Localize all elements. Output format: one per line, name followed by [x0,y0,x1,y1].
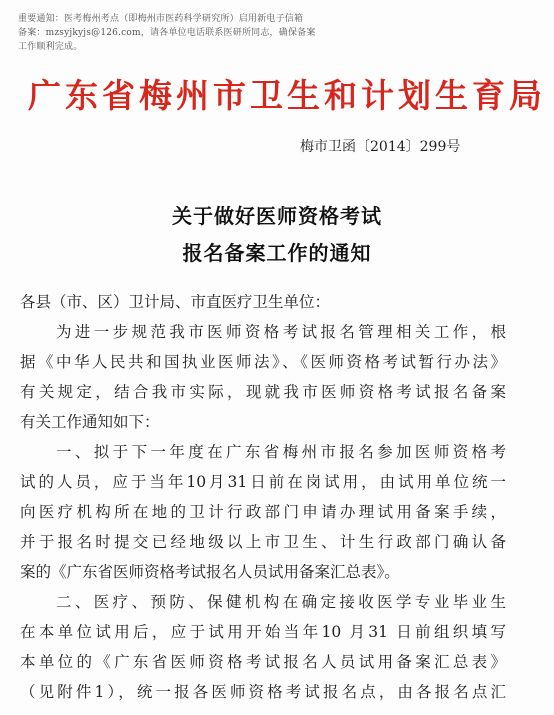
document-body [20,287,506,707]
body-line: 向医疗机构所在地的卫计行政部门申请办理试用备案手续， [20,503,506,521]
body-line: 在本单位试用后，应于试用开始当年10 月31 日前组织填写 [20,623,506,641]
document-number: 梅市卫函〔2014〕299号 [300,139,461,155]
email-notice [18,12,458,54]
body-line: 一、拟于下一年度在广东省梅州市报名参加医师资格考 [56,443,506,461]
body-line: 为进一步规范我市医师资格考试报名管理相关工作，根 [56,323,506,341]
body-line: 据《中华人民共和国执业医师法》、《医师资格考试暂行办法》 [20,353,506,371]
notice-line: 工作顺利完成。 [18,42,83,52]
body-line: 并于报名时提交已经地级以上市卫生、计生行政部门确认备 [20,533,506,551]
body-line: 试的人员，应于当年10月31日前在岗试用，由试用单位统一 [20,473,506,491]
document-title-line-1: 关于做好医师资格考试 [172,204,382,228]
body-line: 本单位的《广东省医师资格考试报名人员试用备案汇总表》 [20,653,506,671]
body-line: 有关规定，结合我市实际，现就我市医师资格考试报名备案 [20,383,506,401]
issuer-header: 广东省梅州市卫生和计划生育局 [28,76,546,115]
body-line: 案的《广东省医师资格考试报名人员试用备案汇总表》。 [20,563,400,581]
body-line: 有关工作通知如下： [20,413,160,431]
body-line: 二、医疗、预防、保健机构在确定接收医学专业毕业生 [56,593,506,611]
notice-line: 备案：mzsyjkyjs@126.com，请各单位电话联系医研所同志，确保备案 [18,28,316,38]
salutation: 各县（市、区）卫计局、市直医疗卫生单位： [20,293,331,311]
body-line: （见附件1），统一报各医师资格考试报名点，由各报名点汇 [20,683,506,701]
document-title-line-2: 报名备案工作的通知 [182,241,372,265]
notice-line: 重要通知：医考梅州考点（即梅州市医药科学研究所）启用新电子信箱 [18,14,304,24]
